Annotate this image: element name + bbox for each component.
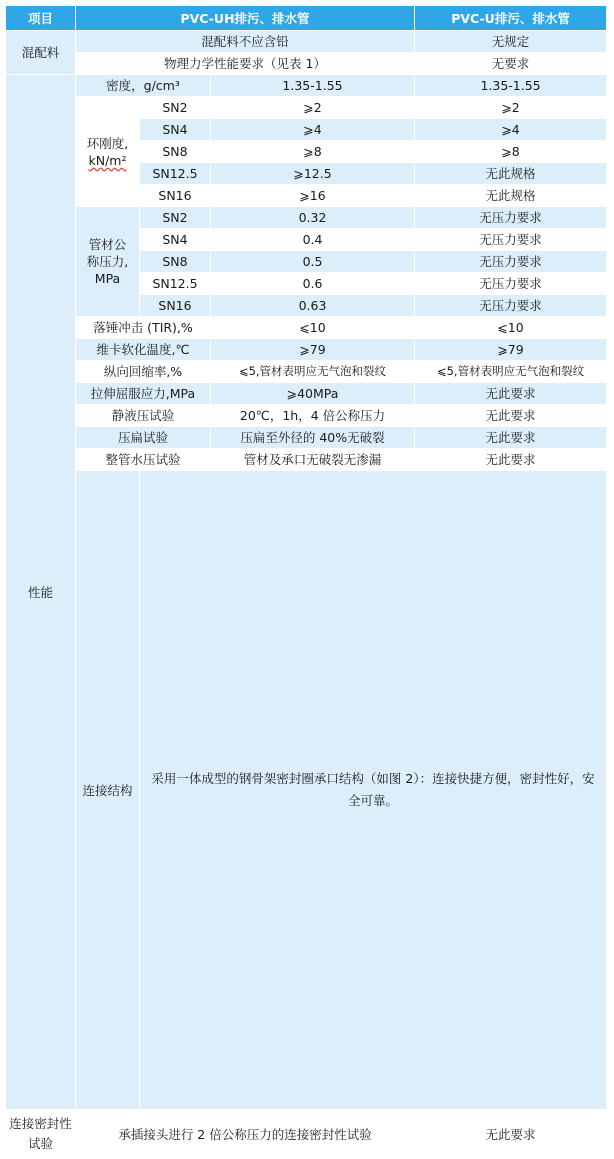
pressure-uh: 0.5	[211, 251, 415, 273]
flat-u: 无此要求	[415, 427, 607, 449]
pressure-u: 无压力要求	[415, 273, 607, 295]
pressure-sn: SN2	[140, 207, 211, 229]
joint-label: 连接结构	[76, 471, 140, 1110]
pressure-sn: SN16	[140, 295, 211, 317]
pressure-uh: 0.6	[211, 273, 415, 295]
ring-label-b: kN/m²	[88, 152, 127, 168]
spec-comparison-table	[5, 5, 607, 1159]
pressure-u: 无压力要求	[415, 229, 607, 251]
ring-uh: ⩾4	[211, 119, 415, 141]
pressure-label-a: 管材公	[88, 237, 127, 252]
shrink-label: 纵向回缩率,%	[76, 361, 211, 383]
hydro-label: 静液压试验	[76, 405, 211, 427]
shrink-u: ⩽5,管材表明应无气泡和裂纹	[415, 361, 607, 383]
pressure-sn: SN8	[140, 251, 211, 273]
pressure-uh: 0.4	[211, 229, 415, 251]
ring-sn: SN4	[140, 119, 211, 141]
impact-label: 落锤冲击 (TIR),%	[76, 317, 211, 339]
spec-table-container	[5, 5, 606, 1151]
header-pvc-u: PVC-U排污、排水管	[415, 6, 607, 31]
shrink-uh: ⩽5,管材表明应无气泡和裂纹	[211, 361, 415, 383]
table-row	[6, 1110, 607, 1159]
ring-u: ⩾4	[415, 119, 607, 141]
density-uh: 1.35-1.55	[211, 75, 415, 97]
pressure-label	[76, 207, 140, 317]
table-row	[6, 53, 607, 75]
table-row	[6, 31, 607, 53]
water-uh: 管材及承口无破裂无渗漏	[211, 449, 415, 471]
table-row	[6, 317, 607, 339]
table-row	[6, 405, 607, 427]
seal-uh: 承插接头进行 2 倍公称压力的连接密封性试验	[76, 1110, 415, 1159]
water-label: 整管水压试验	[76, 449, 211, 471]
ring-u: ⩾2	[415, 97, 607, 119]
seal-u: 无此要求	[415, 1110, 607, 1159]
header-pvc-uh: PVC-UH排污、排水管	[76, 6, 415, 31]
pressure-u: 无压力要求	[415, 295, 607, 317]
pressure-u: 无压力要求	[415, 207, 607, 229]
table-row	[6, 361, 607, 383]
water-u: 无此要求	[415, 449, 607, 471]
mix-uh-mech: 物理力学性能要求（见表 1）	[76, 53, 415, 75]
pressure-u: 无压力要求	[415, 251, 607, 273]
vicat-label: 维卡软化温度,℃	[76, 339, 211, 361]
ring-uh: ⩾16	[211, 185, 415, 207]
table-row	[6, 471, 607, 1110]
hydro-u: 无此要求	[415, 405, 607, 427]
perf-label: 性能	[6, 75, 76, 1110]
table-row	[6, 383, 607, 405]
pressure-label-c: MPa	[94, 271, 121, 286]
pressure-uh: 0.32	[211, 207, 415, 229]
mix-uh-lead: 混配料不应含铅	[76, 31, 415, 53]
ring-uh: ⩾8	[211, 141, 415, 163]
density-label: 密度，g/cm³	[76, 75, 211, 97]
seal-label: 连接密封性试验	[6, 1110, 76, 1159]
pressure-sn: SN4	[140, 229, 211, 251]
tensile-label: 拉伸屈服应力,MPa	[76, 383, 211, 405]
ring-sn: SN16	[140, 185, 211, 207]
ring-uh: ⩾12.5	[211, 163, 415, 185]
table-row	[6, 427, 607, 449]
ring-sn: SN12.5	[140, 163, 211, 185]
vicat-uh: ⩾79	[211, 339, 415, 361]
ring-sn: SN2	[140, 97, 211, 119]
pressure-sn: SN12.5	[140, 273, 211, 295]
table-row	[6, 449, 607, 471]
ring-uh: ⩾2	[211, 97, 415, 119]
ring-label-a: 环刚度,	[86, 135, 129, 151]
tensile-u: 无此要求	[415, 383, 607, 405]
ring-u: 无此规格	[415, 185, 607, 207]
density-u: 1.35-1.55	[415, 75, 607, 97]
header-row	[6, 6, 607, 31]
pressure-label-b: 称压力,	[86, 254, 129, 269]
impact-u: ⩽10	[415, 317, 607, 339]
flat-label: 压扁试验	[76, 427, 211, 449]
hydro-uh: 20℃，1h，4 倍公称压力	[211, 405, 415, 427]
pressure-uh: 0.63	[211, 295, 415, 317]
mix-label: 混配料	[6, 31, 76, 75]
flat-uh: 压扁至外径的 40%无破裂	[211, 427, 415, 449]
ring-u: 无此规格	[415, 163, 607, 185]
table-row	[6, 97, 607, 119]
impact-uh: ⩽10	[211, 317, 415, 339]
table-row	[6, 75, 607, 97]
header-item: 项目	[6, 6, 76, 31]
joint-uh: 采用一体成型的钢骨架密封圈承口结构（如图 2）：连接快捷方便，密封性好，安全可靠。	[140, 471, 607, 1110]
mix-u-mech: 无要求	[415, 53, 607, 75]
vicat-u: ⩾79	[415, 339, 607, 361]
table-row	[6, 207, 607, 229]
ring-label	[76, 97, 140, 207]
tensile-uh: ⩾40MPa	[211, 383, 415, 405]
ring-u: ⩾8	[415, 141, 607, 163]
ring-sn: SN8	[140, 141, 211, 163]
mix-u-lead: 无规定	[415, 31, 607, 53]
table-row	[6, 339, 607, 361]
